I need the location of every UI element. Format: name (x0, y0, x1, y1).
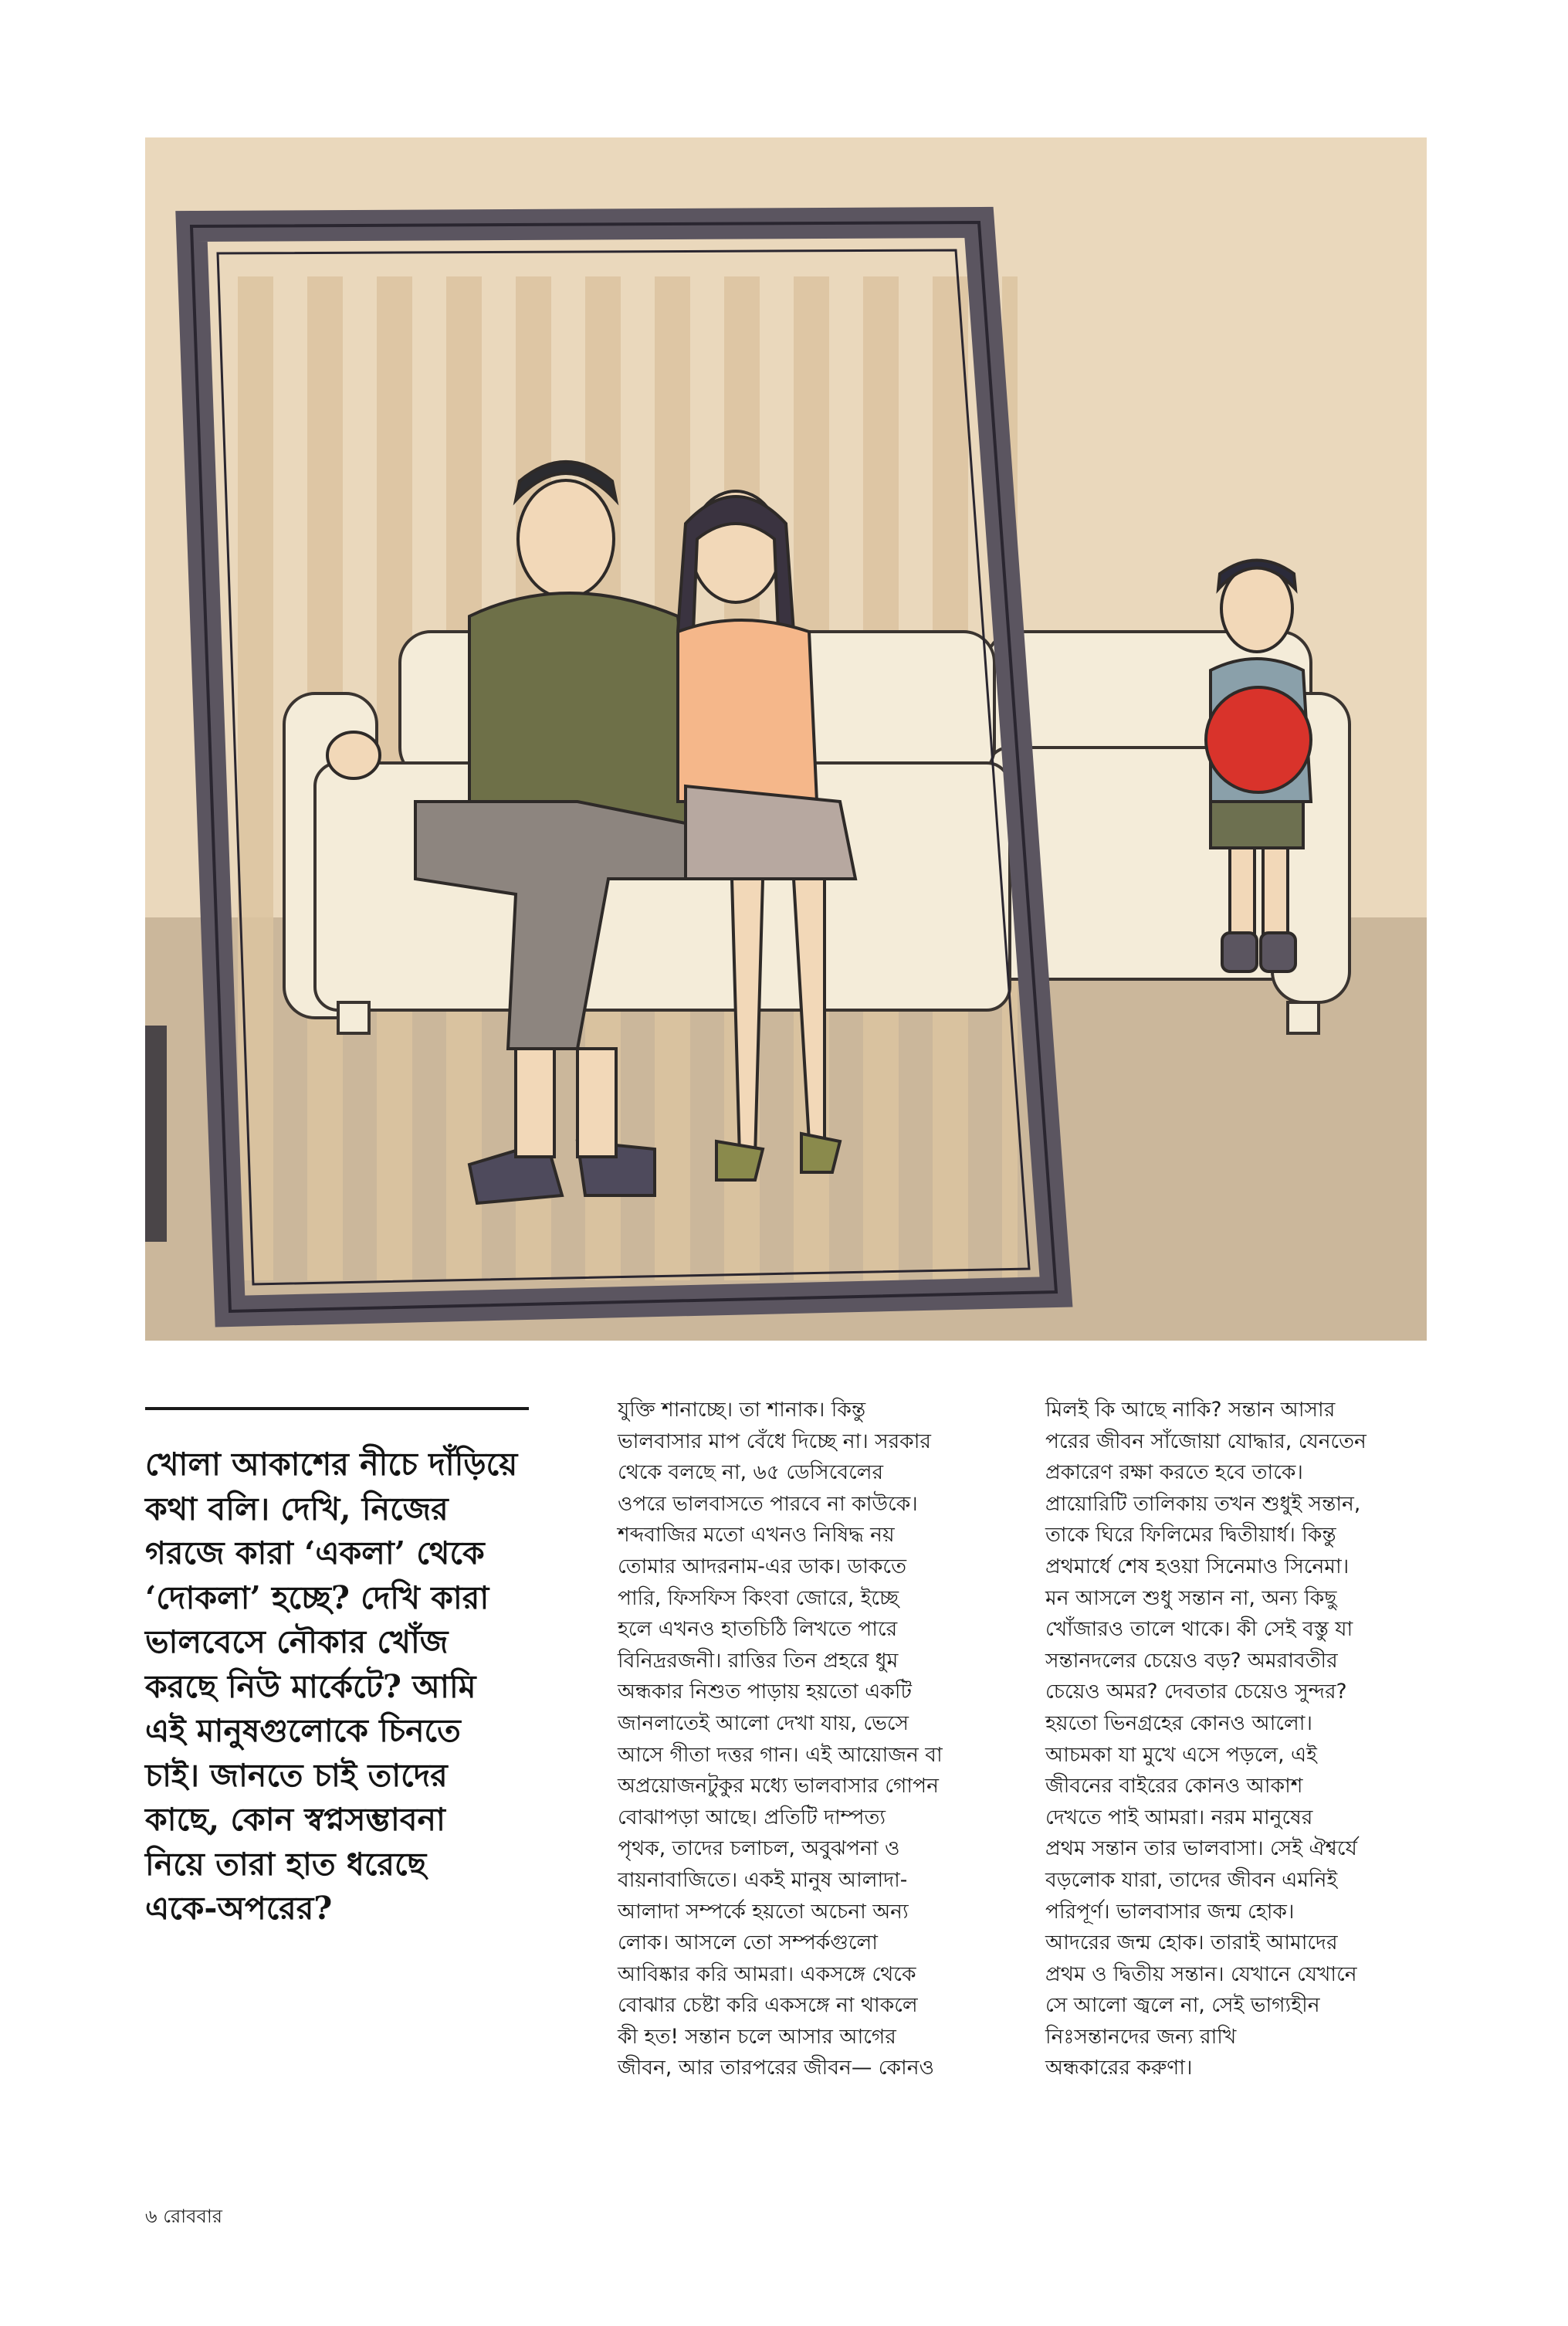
pull-quote-line: গরজে কারা ‘একলা’ থেকে (145, 1534, 485, 1572)
pull-quote-line: কাছে, কোন স্বপ্নসম্ভাবনা (145, 1801, 445, 1838)
article-line: যুক্তি শানাচ্ছে। তা শানাক। কিন্তু (618, 1398, 866, 1422)
article-line: পরিপূর্ণ। ভালবাসার জন্ম হোক। (1045, 1899, 1295, 1924)
pull-quote-line: করছে নিউ মার্কেটে? আমি (145, 1667, 476, 1705)
article-line: তোমার আদরনাম-এর ডাক। ডাকতে (618, 1554, 906, 1578)
article-line: জীবনের বাইরের কোনও আকাশ (1045, 1774, 1303, 1799)
article-line: প্রকারেণ রক্ষা করতে হবে তাকে। (1045, 1460, 1303, 1485)
article-line: অন্ধকার নিশুত পাড়ায় হয়তো একটি (618, 1680, 912, 1704)
article-line: লোক। আসলে তো সম্পর্কগুলো (618, 1931, 878, 1955)
pull-quote-line: এই মানুষগুলোকে চিনতে (145, 1712, 461, 1749)
article-line: থেকে বলছে না, ৬৫ ডেসিবেলের (618, 1460, 884, 1485)
family-on-sofa-icon (145, 137, 1427, 1341)
article-line: ভালবাসার মাপ বেঁধে দিচ্ছে না। সরকার (618, 1429, 931, 1453)
article-line: আলাদা সম্পর্কে হয়তো অচেনা অন্য (618, 1899, 909, 1924)
pull-quote-line: ভালবেসে নৌকার খোঁজ (145, 1623, 449, 1660)
pull-quote-line: কথা বলি। দেখি, নিজের (145, 1490, 449, 1527)
article-line: জীবন, আর তারপরের জীবন— কোনও (618, 2056, 935, 2080)
pull-quote-line: একে-অপরের? (145, 1890, 333, 1927)
article-line: তাকে ঘিরে ফিলিমের দ্বিতীয়ার্ধ। কিন্তু (1045, 1523, 1336, 1548)
article-column-2 (1045, 1395, 1447, 2084)
pull-quote (145, 1443, 547, 1931)
article-line: আচমকা যা মুখে এসে পড়লে, এই (1045, 1742, 1317, 1767)
pull-quote-line: ‘দোকলা’ হচ্ছে? দেখি কারা (145, 1578, 489, 1616)
article-line: কী হত! সন্তান চলে আসার আগের (618, 2024, 896, 2049)
article-line: চেয়েও অমর? দেবতার চেয়েও সুন্দর? (1045, 1680, 1347, 1704)
article-line: সে আলো জ্বলে না, সেই ভাগ্যহীন (1045, 1993, 1320, 2018)
article-line: ওপরে ভালবাসতে পারবে না কাউকে। (618, 1491, 918, 1516)
article-line: বায়নাবাজিতে। একই মানুষ আলাদা- (618, 1867, 908, 1892)
article-line: দেখতে পাই আমরা। নরম মানুষের (1045, 1805, 1313, 1829)
article-line: আসে গীতা দত্তর গান। এই আয়োজন বা (618, 1742, 943, 1767)
article-line: খোঁজারও তালে থাকে। কী সেই বস্তু যা (1045, 1617, 1353, 1642)
article-line: আবিষ্কার করি আমরা। একসঙ্গে থেকে (618, 1962, 916, 1986)
article-line: বড়লোক যারা, তাদের জীবন এমনিই (1045, 1867, 1338, 1892)
article-line: প্রথমার্ধে শেষ হওয়া সিনেমাও সিনেমা। (1045, 1554, 1350, 1578)
article-line: মিলই কি আছে নাকি? সন্তান আসার (1045, 1398, 1336, 1422)
article-line: বোঝাপড়া আছে। প্রতিটি দাম্পত্য (618, 1805, 886, 1829)
pull-quote-line: চাই। জানতে চাই তাদের (145, 1756, 448, 1794)
page-folio: ৬ রোববার (145, 2206, 223, 2227)
article-line: নিঃসন্তানদের জন্য রাখি (1045, 2024, 1237, 2049)
article-line: সন্তানদলের চেয়েও বড়? অমরাবতীর (1045, 1648, 1338, 1673)
article-line: অন্ধকারের করুণা। (1045, 2056, 1193, 2080)
article-line: হয়তো ভিনগ্রহের কোনও আলো। (1045, 1711, 1312, 1735)
article-line: পৃথক, তাদের চলাচল, অবুঝপনা ও (618, 1836, 900, 1861)
article-line: শব্দবাজির মতো এখনও নিষিদ্ধ নয় (618, 1523, 895, 1548)
article-line: প্রথম সন্তান তার ভালবাসা। সেই ঐশ্বর্যে (1045, 1836, 1357, 1861)
article-line: প্রথম ও দ্বিতীয় সন্তান। যেখানে যেখানে (1045, 1962, 1357, 1986)
article-line: জানলাতেই আলো দেখা যায়, ভেসে (618, 1711, 909, 1735)
family-illustration (145, 137, 1427, 1341)
pull-quote-line: নিয়ে তারা হাত ধরেছে (145, 1845, 427, 1883)
pull-quote-line: খোলা আকাশের নীচে দাঁড়িয়ে (145, 1446, 518, 1483)
article-line: বিনিদ্ররজনী। রাত্তির তিন প্রহরে ধুম (618, 1648, 899, 1673)
article-line: অপ্রয়োজনটুকুর মধ্যে ভালবাসার গোপন (618, 1774, 939, 1799)
pull-quote-rule (145, 1407, 529, 1410)
article-line: আদরের জন্ম হোক। তারাই আমাদের (1045, 1931, 1338, 1955)
article-line: পরের জীবন সাঁজোয়া যোদ্ধার, যেনতেন (1045, 1429, 1366, 1453)
article-line: বোঝার চেষ্টা করি একসঙ্গে না থাকলে (618, 1993, 918, 2018)
article-column-1 (618, 1395, 1019, 2084)
article-line: প্রায়োরিটি তালিকায় তখন শুধুই সন্তান, (1045, 1491, 1361, 1516)
article-line: পারি, ফিসফিস কিংবা জোরে, ইচ্ছে (618, 1585, 899, 1610)
article-line: মন আসলে শুধু সন্তান না, অন্য কিছু (1045, 1585, 1337, 1610)
article-line: হলে এখনও হাতচিঠি লিখতে পারে (618, 1617, 898, 1642)
